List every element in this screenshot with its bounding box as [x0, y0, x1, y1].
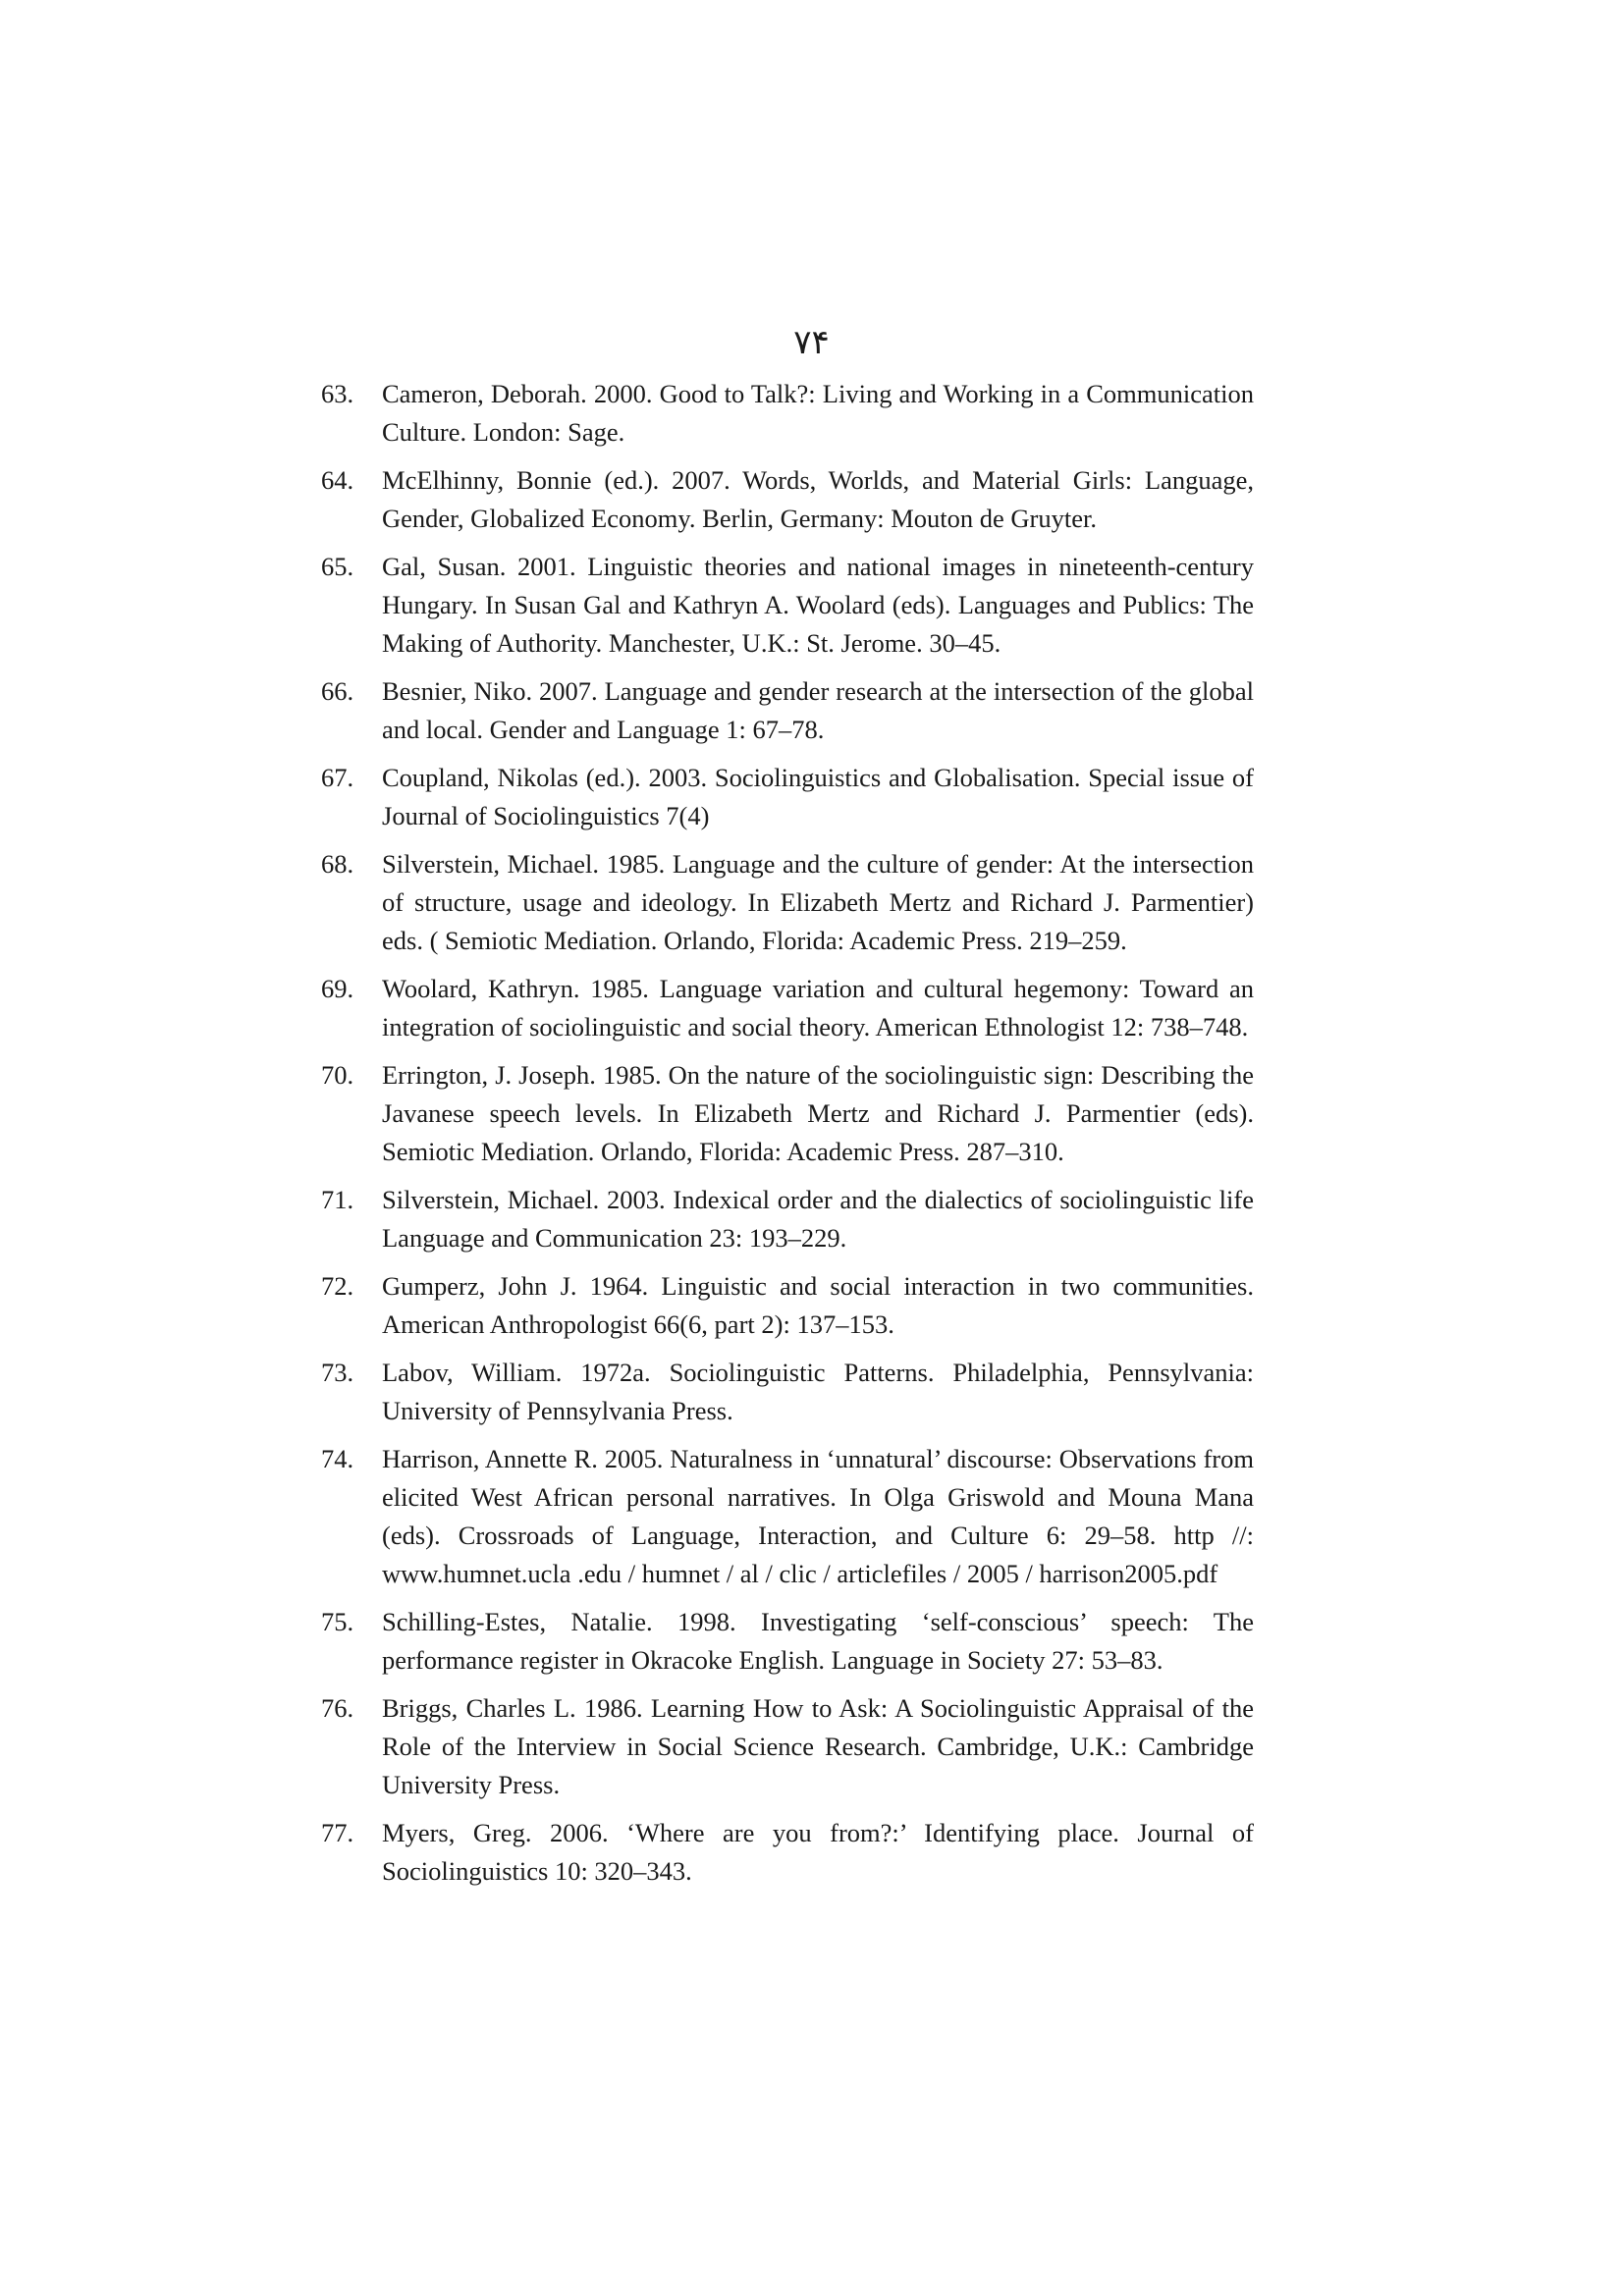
reference-number: 75.: [321, 1607, 354, 1636]
reference-item: [321, 1354, 1254, 1430]
reference-item: [321, 1440, 1254, 1593]
reference-item: [321, 1056, 1254, 1171]
reference-item: [321, 1603, 1254, 1680]
reference-item: [321, 1181, 1254, 1257]
reference-list: [321, 375, 1254, 1900]
reference-text: Briggs, Charles L. 1986. Learning How to Ask: A Sociolinguistic Appraisal of the Role of the Interview in Social Science Research. Cambridge, U.K.: Cambridge University Press.: [382, 1693, 1254, 1799]
reference-number: 65.: [321, 552, 354, 581]
reference-number: 71.: [321, 1185, 354, 1214]
reference-item: [321, 759, 1254, 835]
reference-item: [321, 1814, 1254, 1891]
reference-text: Errington, J. Joseph. 1985. On the nature of the sociolinguistic sign: Describing the Javanese speech levels. In Elizabeth Mertz and Richard J. Parmentier (eds). Semiotic Mediation. Orlando, Florida: Academic Press. 287–310.: [382, 1060, 1254, 1166]
reference-item: [321, 375, 1254, 452]
reference-number: 64.: [321, 465, 354, 495]
reference-text: Coupland, Nikolas (ed.). 2003. Sociolinguistics and Globalisation. Special issue of Journal of Sociolinguistics 7(4): [382, 763, 1254, 830]
page-number: ۷۴: [793, 325, 830, 361]
reference-text: Cameron, Deborah. 2000. Good to Talk?: Living and Working in a Communication Culture. London: Sage.: [382, 379, 1254, 447]
reference-text: Besnier, Niko. 2007. Language and gender research at the intersection of the global and local. Gender and Language 1: 67–78.: [382, 676, 1254, 744]
reference-text: Woolard, Kathryn. 1985. Language variation and cultural hegemony: Toward an integration of sociolinguistic and social theory. American Ethnologist 12: 738–748.: [382, 974, 1254, 1041]
reference-number: 76.: [321, 1693, 354, 1723]
reference-text: Silverstein, Michael. 1985. Language and the culture of gender: At the intersection of structure, usage and ideology. In Elizabeth Mertz and Richard J. Parmentier) eds. ( Semiotic Mediation. Orlando, Florida: Academic Press. 219–259.: [382, 849, 1254, 955]
reference-item: [321, 548, 1254, 663]
reference-text: Silverstein, Michael. 2003. Indexical order and the dialectics of sociolinguistic life Language and Communication 23: 193–229.: [382, 1185, 1254, 1253]
reference-number: 70.: [321, 1060, 354, 1090]
reference-number: 74.: [321, 1444, 354, 1473]
reference-number: 63.: [321, 379, 354, 408]
reference-number: 66.: [321, 676, 354, 706]
reference-number: 67.: [321, 763, 354, 792]
reference-number: 77.: [321, 1818, 354, 1847]
reference-number: 73.: [321, 1358, 354, 1387]
reference-number: 69.: [321, 974, 354, 1003]
reference-item: [321, 970, 1254, 1046]
reference-number: 72.: [321, 1271, 354, 1301]
reference-text: Schilling-Estes, Natalie. 1998. Investigating ‘self-conscious’ speech: The performance register in Okracoke English. Language in Society 27: 53–83.: [382, 1607, 1254, 1675]
reference-item: [321, 461, 1254, 538]
reference-text: Gal, Susan. 2001. Linguistic theories and national images in nineteenth-century Hungary. In Susan Gal and Kathryn A. Woolard (eds). Languages and Publics: The Making of Authority. Manchester, U.K.: St. Jerome. 30–45.: [382, 552, 1254, 658]
reference-text: Gumperz, John J. 1964. Linguistic and social interaction in two communities. American Anthropologist 66(6, part 2): 137–153.: [382, 1271, 1254, 1339]
reference-item: [321, 672, 1254, 749]
reference-text: Myers, Greg. 2006. ‘Where are you from?:’ Identifying place. Journal of Sociolinguistics 10: 320–343.: [382, 1818, 1254, 1886]
reference-item: [321, 1689, 1254, 1804]
reference-item: [321, 845, 1254, 960]
reference-text: Harrison, Annette R. 2005. Naturalness in ‘unnatural’ discourse: Observations from elicited West African personal narratives. In Olga Griswold and Mouna Mana (eds). Crossroads of Language, Interaction, and Culture 6: 29–58. http //: www.humnet.ucla .edu / humnet / al / clic / articlefiles / 2005 / harrison2005.pdf: [382, 1444, 1254, 1588]
reference-text: McElhinny, Bonnie (ed.). 2007. Words, Worlds, and Material Girls: Language, Gender, Globalized Economy. Berlin, Germany: Mouton de Gruyter.: [382, 465, 1254, 533]
reference-number: 68.: [321, 849, 354, 879]
reference-item: [321, 1267, 1254, 1344]
reference-text: Labov, William. 1972a. Sociolinguistic Patterns. Philadelphia, Pennsylvania: University of Pennsylvania Press.: [382, 1358, 1254, 1425]
